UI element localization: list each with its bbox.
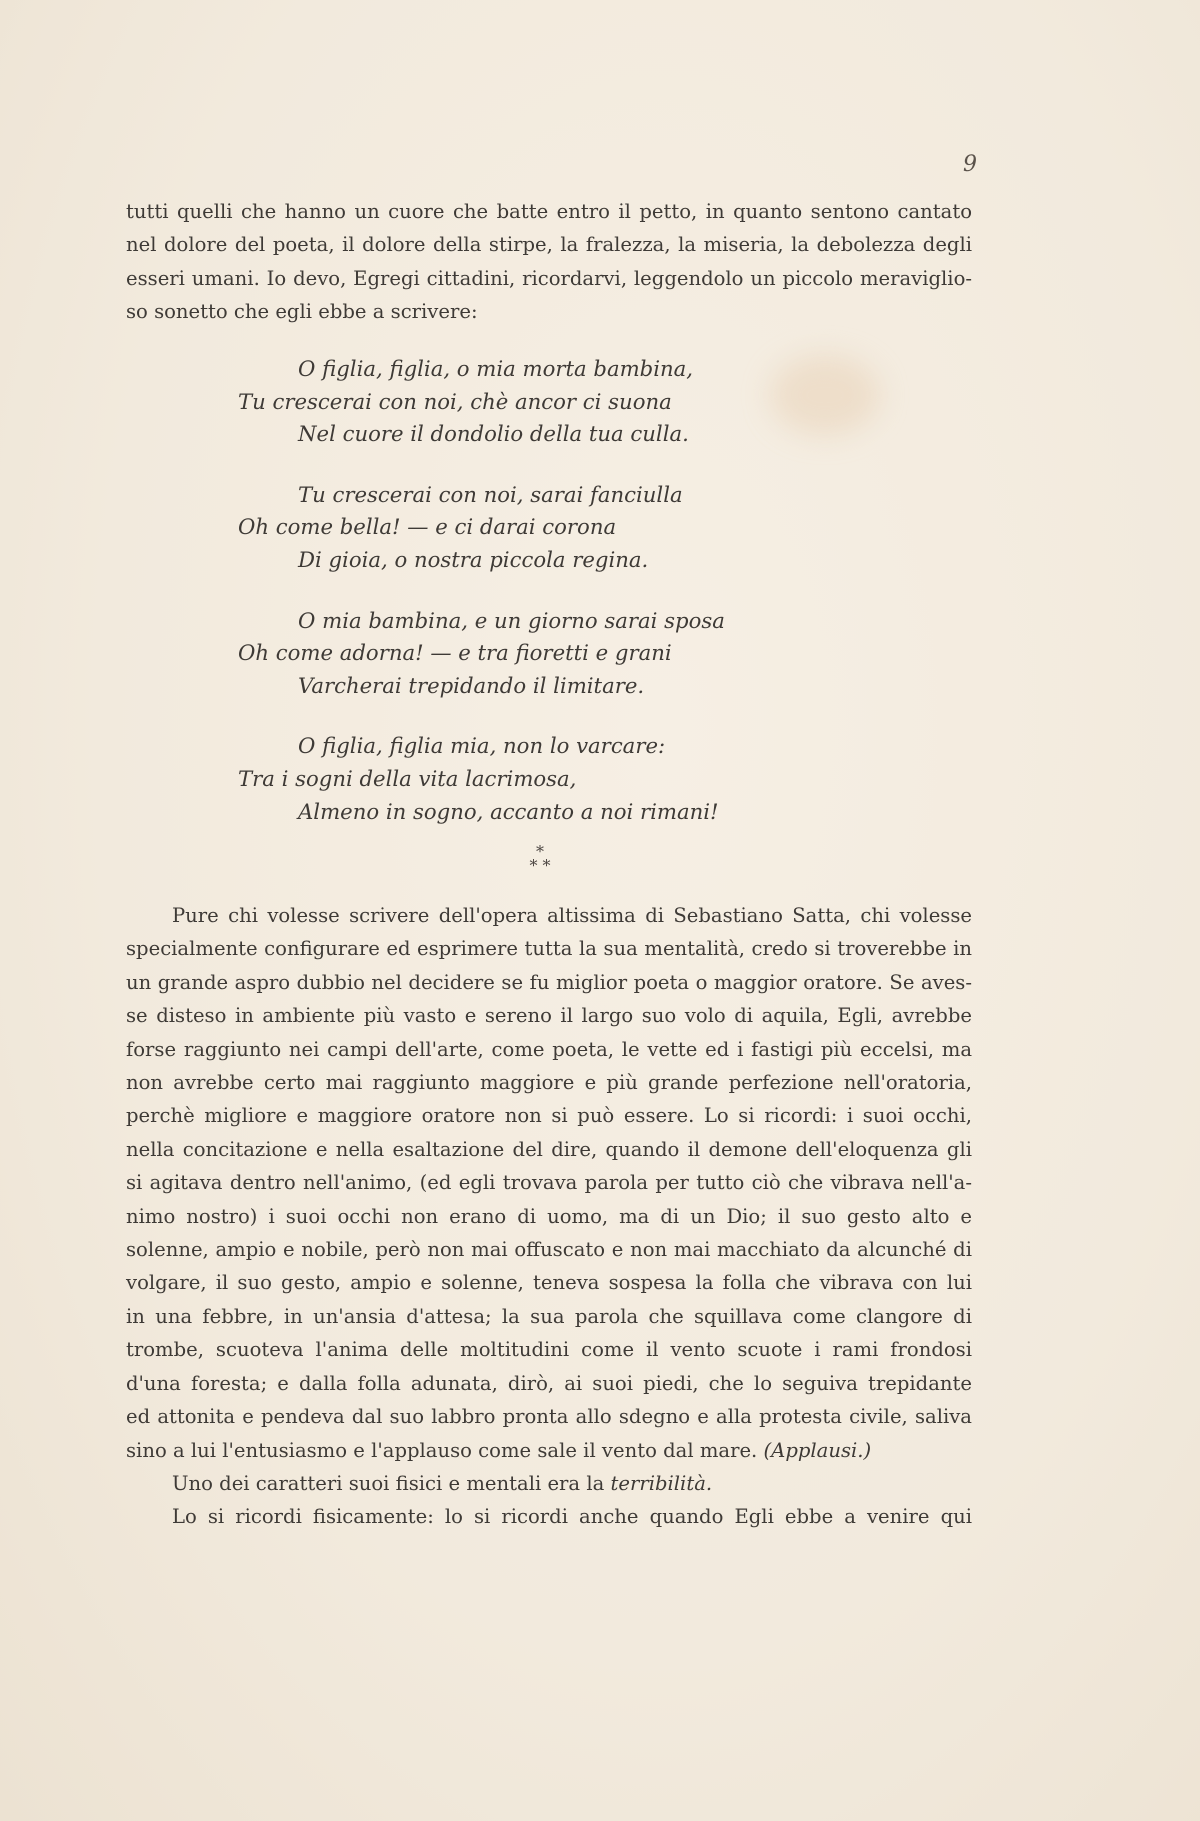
verse-line: Oh come adorna! — e tra fioretti e grani — [238, 640, 672, 666]
page-number: 9 — [963, 152, 977, 177]
text-line: so sonetto che egli ebbe a scrivere: — [126, 300, 478, 324]
sonnet-stanza — [238, 479, 838, 577]
text-line: esseri umani. Io devo, Egregi cittadini, ricordarvi, leggendolo un piccolo meraviglio- — [126, 266, 972, 290]
verse-line: Tu crescerai con noi, sarai fanciulla — [298, 481, 683, 507]
asterism-divider — [500, 842, 580, 875]
applause-note: (Applausi.) — [763, 1438, 872, 1462]
verse-line: O figlia, figlia, o mia morta bambina, — [298, 356, 694, 381]
text-line: un grande aspro dubbio nel decidere se fu miglior poeta o maggior oratore. Se aves- — [126, 970, 972, 994]
text-line: solenne, ampio e nobile, però non mai offuscato e non mai macchiato da alcunché di — [126, 1238, 972, 1262]
verse-line: O mia bambina, e un giorno sarai sposa — [298, 607, 725, 633]
final-line-text: sino a lui l'entusiasmo e l'applauso come sale il vento dal mare. — [126, 1438, 758, 1462]
text-line: specialmente configurare ed esprimere tutta la sua mentalità, credo si troverebbe in — [126, 937, 972, 961]
verse-line: Di gioia, o nostra piccola regina. — [298, 546, 649, 572]
text-line: ed attonita e pendeva dal suo labbro pronta allo sdegno e alla protesta civile, saliva — [126, 1405, 972, 1429]
asterism-top: * — [536, 842, 544, 861]
verse-line: Tra i sogni della vita lacrimosa, — [238, 765, 577, 791]
sonnet-stanza — [238, 730, 838, 828]
verse-line: Tu crescerai con noi, chè ancor ci suona — [238, 388, 672, 414]
asterism-bottom: * * — [529, 856, 551, 875]
verse-line: Nel cuore il dondolio della tua culla. — [298, 421, 689, 447]
text-line: nimo nostro) i suoi occhi non erano di uomo, ma di un Dio; il suo gesto alto e — [126, 1204, 972, 1228]
verse-line: Oh come bella! — e ci darai corona — [238, 514, 617, 540]
text-line: perchè migliore e maggiore oratore non si può essere. Lo si ricordi: i suoi occhi, — [126, 1104, 972, 1128]
text-line: nel dolore del poeta, il dolore della stirpe, la fralezza, la miseria, la debolezza degli — [126, 233, 972, 257]
text-line: tutti quelli che hanno un cuore che batte entro il petto, in quanto sentono cantato — [126, 200, 972, 223]
verse-line: Almeno in sogno, accanto a noi rimani! — [298, 798, 719, 824]
text-line: d'una foresta; e dalla folla adunata, dirò, ai suoi piedi, che lo seguiva trepidante — [126, 1371, 972, 1395]
third-paragraph: Lo si ricordi fisicamente: lo si ricordi anche quando Egli ebbe a venire qui — [172, 1505, 972, 1529]
text-line: si agitava dentro nell'animo, (ed egli trovava parola per tutto ciò che vibrava nell'a- — [126, 1171, 972, 1195]
second-paragraph-text: Uno dei caratteri suoi fisici e mentali era la — [172, 1471, 605, 1495]
text-line: in una febbre, in un'ansia d'attesa; la sua parola che squillava come clangore di — [126, 1304, 972, 1328]
verse-line: O figlia, figlia mia, non lo varcare: — [298, 733, 666, 759]
text-line: trombe, scuoteva l'anima delle moltitudini come il vento scuote i rami frondosi — [126, 1338, 972, 1362]
text-line: forse raggiunto nei campi dell'arte, come poeta, le vette ed i fastigi più eccelsi, ma — [126, 1037, 972, 1061]
text-line: non avrebbe certo mai raggiunto maggiore e più grande perfezione nell'oratoria, — [126, 1071, 972, 1095]
second-paragraph — [126, 1467, 972, 1500]
intro-paragraph — [126, 195, 972, 329]
main-paragraph — [126, 899, 972, 1534]
sonnet-stanza — [238, 605, 838, 703]
text-line: Pure chi volesse scrivere dell'opera altissima di Sebastiano Satta, chi volesse — [172, 904, 972, 927]
text-line: nella concitazione e nella esaltazione del dire, quando il demone dell'eloquenza gli — [126, 1137, 972, 1161]
text-line: se disteso in ambiente più vasto e sereno il largo suo volo di aquila, Egli, avrebbe — [126, 1004, 972, 1028]
emphasis-word: terribilità. — [610, 1471, 713, 1495]
sonnet — [238, 353, 838, 856]
sonnet-stanza — [238, 353, 838, 451]
text-line — [126, 1434, 972, 1467]
text-line: volgare, il suo gesto, ampio e solenne, teneva sospesa la folla che vibrava con lui — [126, 1271, 972, 1295]
verse-line: Varcherai trepidando il limitare. — [298, 672, 645, 698]
